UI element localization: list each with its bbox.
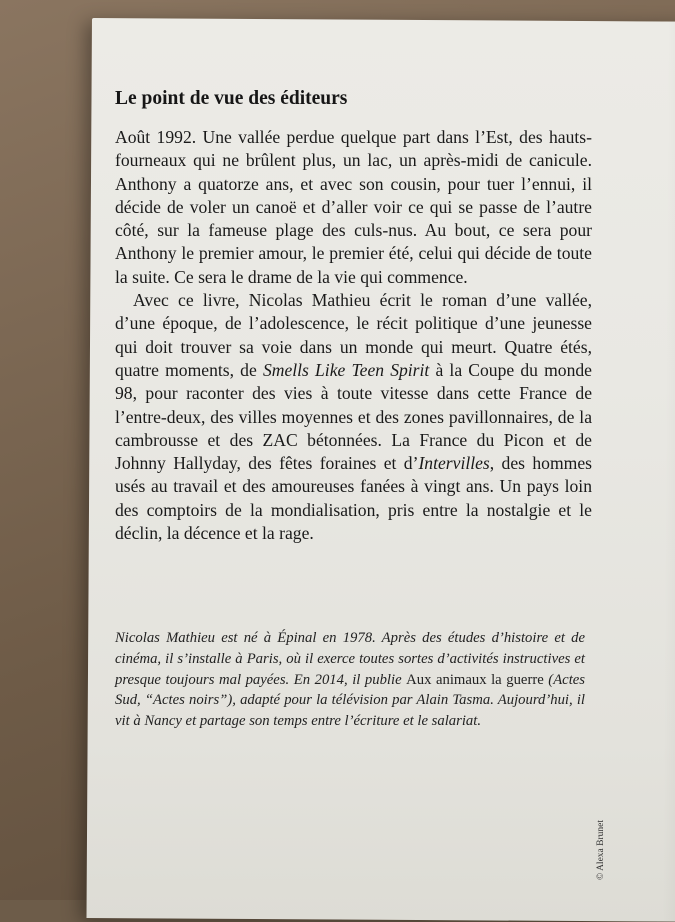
- blurb-paragraph-1: Août 1992. Une vallée perdue quelque part dans l’Est, des hauts-fourneaux qui ne brûlent plus, un lac, un après-midi de canicule. Anthony a quatorze ans, et avec son cousin, pour tuer l’ennui, il décide de voler un canoë et d’aller voir ce qui se passe de l’autre côté, sur la fameuse plage des culs-nus. Au bout, ce sera pour Anthony le premier amour, le premier été, celui qui décide de toute la suite. Ce sera le drame de la vie qui commence.: [115, 127, 592, 287]
- book-title: Aux animaux la guerre: [406, 671, 544, 688]
- author-bio-text-b: (Actes Sud, “Actes noirs”), adapté pour la télévision par Alain Tasma. Aujourd’hui, il vit à Nancy et partage son temps entre l’écriture et le salariat.: [115, 671, 586, 730]
- page-edge-shadow: [662, 22, 675, 922]
- author-bio: [115, 628, 585, 732]
- blurb-paragraph-2-text-c: , des hommes usés au travail et des amoureuses fanées à vingt ans. Un pays loin des comptoirs de la mondialisation, pris entre la nostalgie et le déclin, la décence et la rage.: [115, 453, 592, 544]
- blurb-paragraph-2-text-a: Avec ce livre, Nicolas Mathieu écrit le roman d’une vallée, d’une époque, de l’adolescence, le récit politique d’une jeunesse qui doit trouver sa voie dans un monde qui meurt. Quatre étés, quatre moments, de: [115, 290, 592, 380]
- author-bio-text-a: Nicolas Mathieu est né à Épinal en 1978. Après des études d’histoire et de cinéma, il s’installe à Paris, où il exerce toutes sortes d’activités instructives et presque toujours mal payées. En 2014, il publie: [115, 630, 585, 688]
- photo-credit: © Alexa Brunet: [596, 820, 606, 880]
- show-title: Intervilles: [418, 453, 490, 474]
- song-title: Smells Like Teen Spirit: [262, 359, 430, 380]
- section-heading: Le point de vue des éditeurs: [115, 88, 348, 109]
- blurb-paragraph-2-text-b: à la Coupe du monde 98, pour raconter des vies à toute vitesse dans cette France de l’entre-deux, des villes moyennes et des zones pavillonnaires, de la cambrousse et des ZAC bétonnées. La France du Picon et de Johnny Hallyday, des fêtes foraines et d’: [115, 359, 592, 474]
- publisher-blurb: [115, 126, 592, 545]
- blurb-paragraph-2: [115, 289, 592, 545]
